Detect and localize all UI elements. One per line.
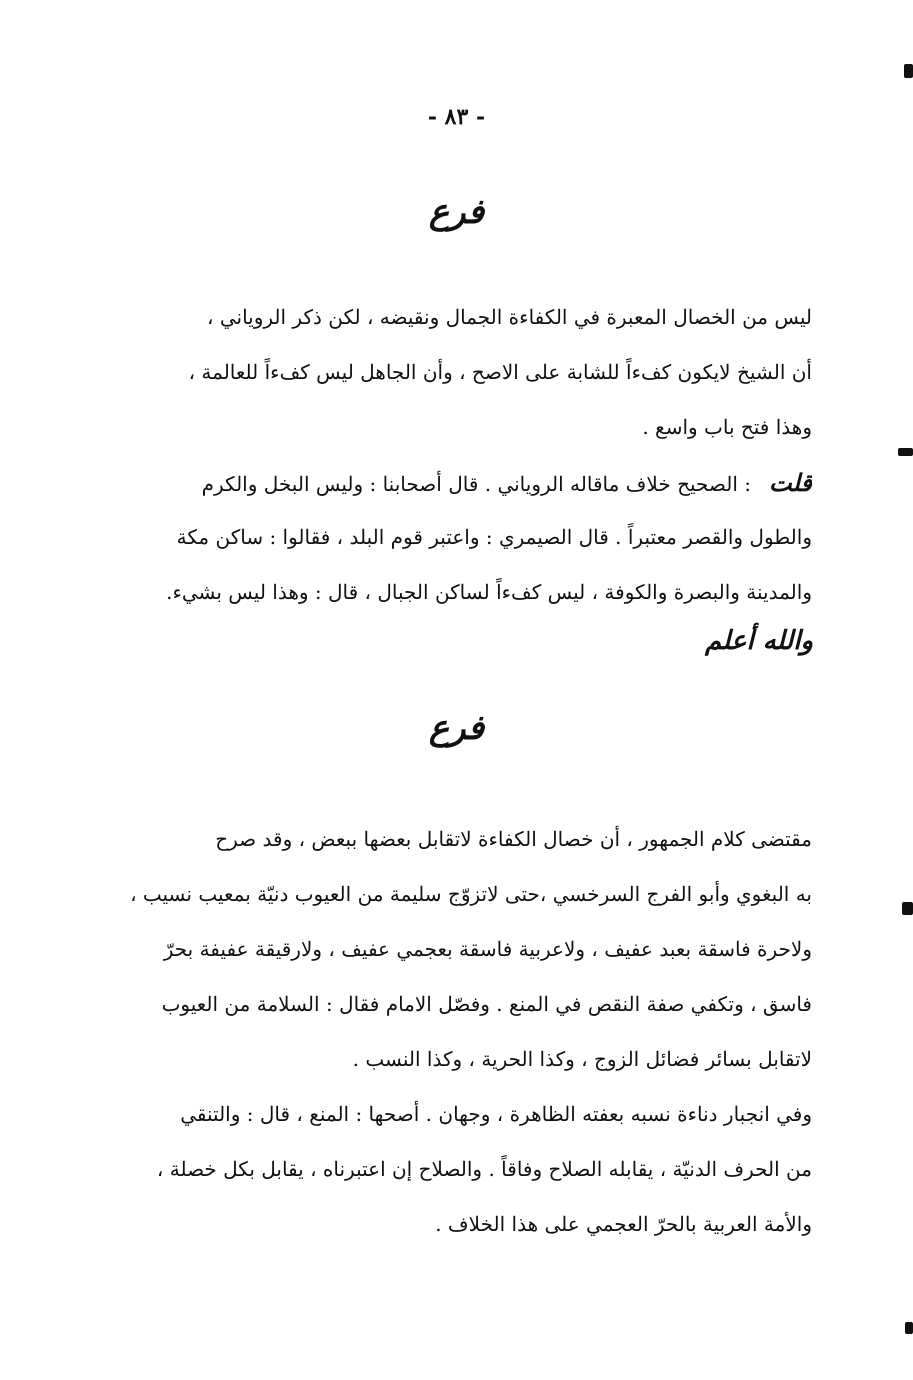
text-line: والأمة العربية بالحرّ العجمي على هذا الخلاف . bbox=[435, 1212, 812, 1236]
scan-margin-mark bbox=[902, 902, 913, 915]
scan-margin-mark bbox=[905, 1322, 913, 1334]
section-body bbox=[100, 812, 812, 1252]
text-line: أن الشيخ لايكون كفءاً للشابة على الاصح ، وأن الجاهل ليس كفءاً للعالمة ، bbox=[188, 360, 812, 384]
text-line: مقتضى كلام الجمهور ، أن خصال الكفاءة لاتقابل بعضها ببعض ، وقد صرح bbox=[215, 827, 812, 851]
text-line: والطول والقصر معتبراً . قال الصيمري : واعتبر قوم البلد ، فقالوا : ساكن مكة bbox=[176, 525, 812, 549]
section-body bbox=[100, 290, 812, 620]
text-line: من الحرف الدنيّة ، يقابله الصلاح وفاقاً . والصلاح إن اعتبرناه ، يقابل بكل خصلة ، bbox=[156, 1157, 812, 1181]
note-line bbox=[100, 455, 812, 510]
closing-formula: والله أعلم bbox=[705, 626, 813, 656]
text-line: والمدينة والبصرة والكوفة ، ليس كفءاً لساكن الجبال ، قال : وهذا ليس بشيء. bbox=[166, 580, 812, 604]
scan-margin-mark bbox=[898, 448, 913, 456]
text-line: لاتقابل بسائر فضائل الزوج ، وكذا الحرية ، وكذا النسب . bbox=[352, 1047, 812, 1071]
text-line: ولاحرة فاسقة بعبد عفيف ، ولاعربية فاسقة بعجمي عفيف ، ولارقيقة عفيفة بحرّ bbox=[163, 937, 812, 961]
page-number: - ٨٣ - bbox=[427, 104, 486, 130]
section-heading: فرع bbox=[428, 192, 485, 232]
section-heading: فرع bbox=[428, 708, 485, 748]
note-text: : الصحيح خلاف ماقاله الروياني . قال أصحابنا : وليس البخل والكرم bbox=[201, 472, 752, 496]
text-line: وفي انجبار دناءة نسبه بعفته الظاهرة ، وجهان . أصحها : المنع ، قال : والتنقي bbox=[180, 1102, 812, 1126]
text-line: به البغوي وأبو الفرج السرخسي ،حتى لاتزوّج سليمة من العيوب دنيّة بمعيب نسيب ، bbox=[130, 882, 812, 906]
text-line: ليس من الخصال المعبرة في الكفاءة الجمال ونقيضه ، لكن ذكر الروياني ، bbox=[207, 305, 812, 329]
note-lead: قلت bbox=[769, 468, 812, 497]
text-line: فاسق ، وتكفي صفة النقص في المنع . وفصّل الامام فقال : السلامة من العيوب bbox=[161, 992, 812, 1016]
text-line: وهذا فتح باب واسع . bbox=[642, 415, 812, 439]
scan-margin-mark bbox=[904, 64, 913, 78]
